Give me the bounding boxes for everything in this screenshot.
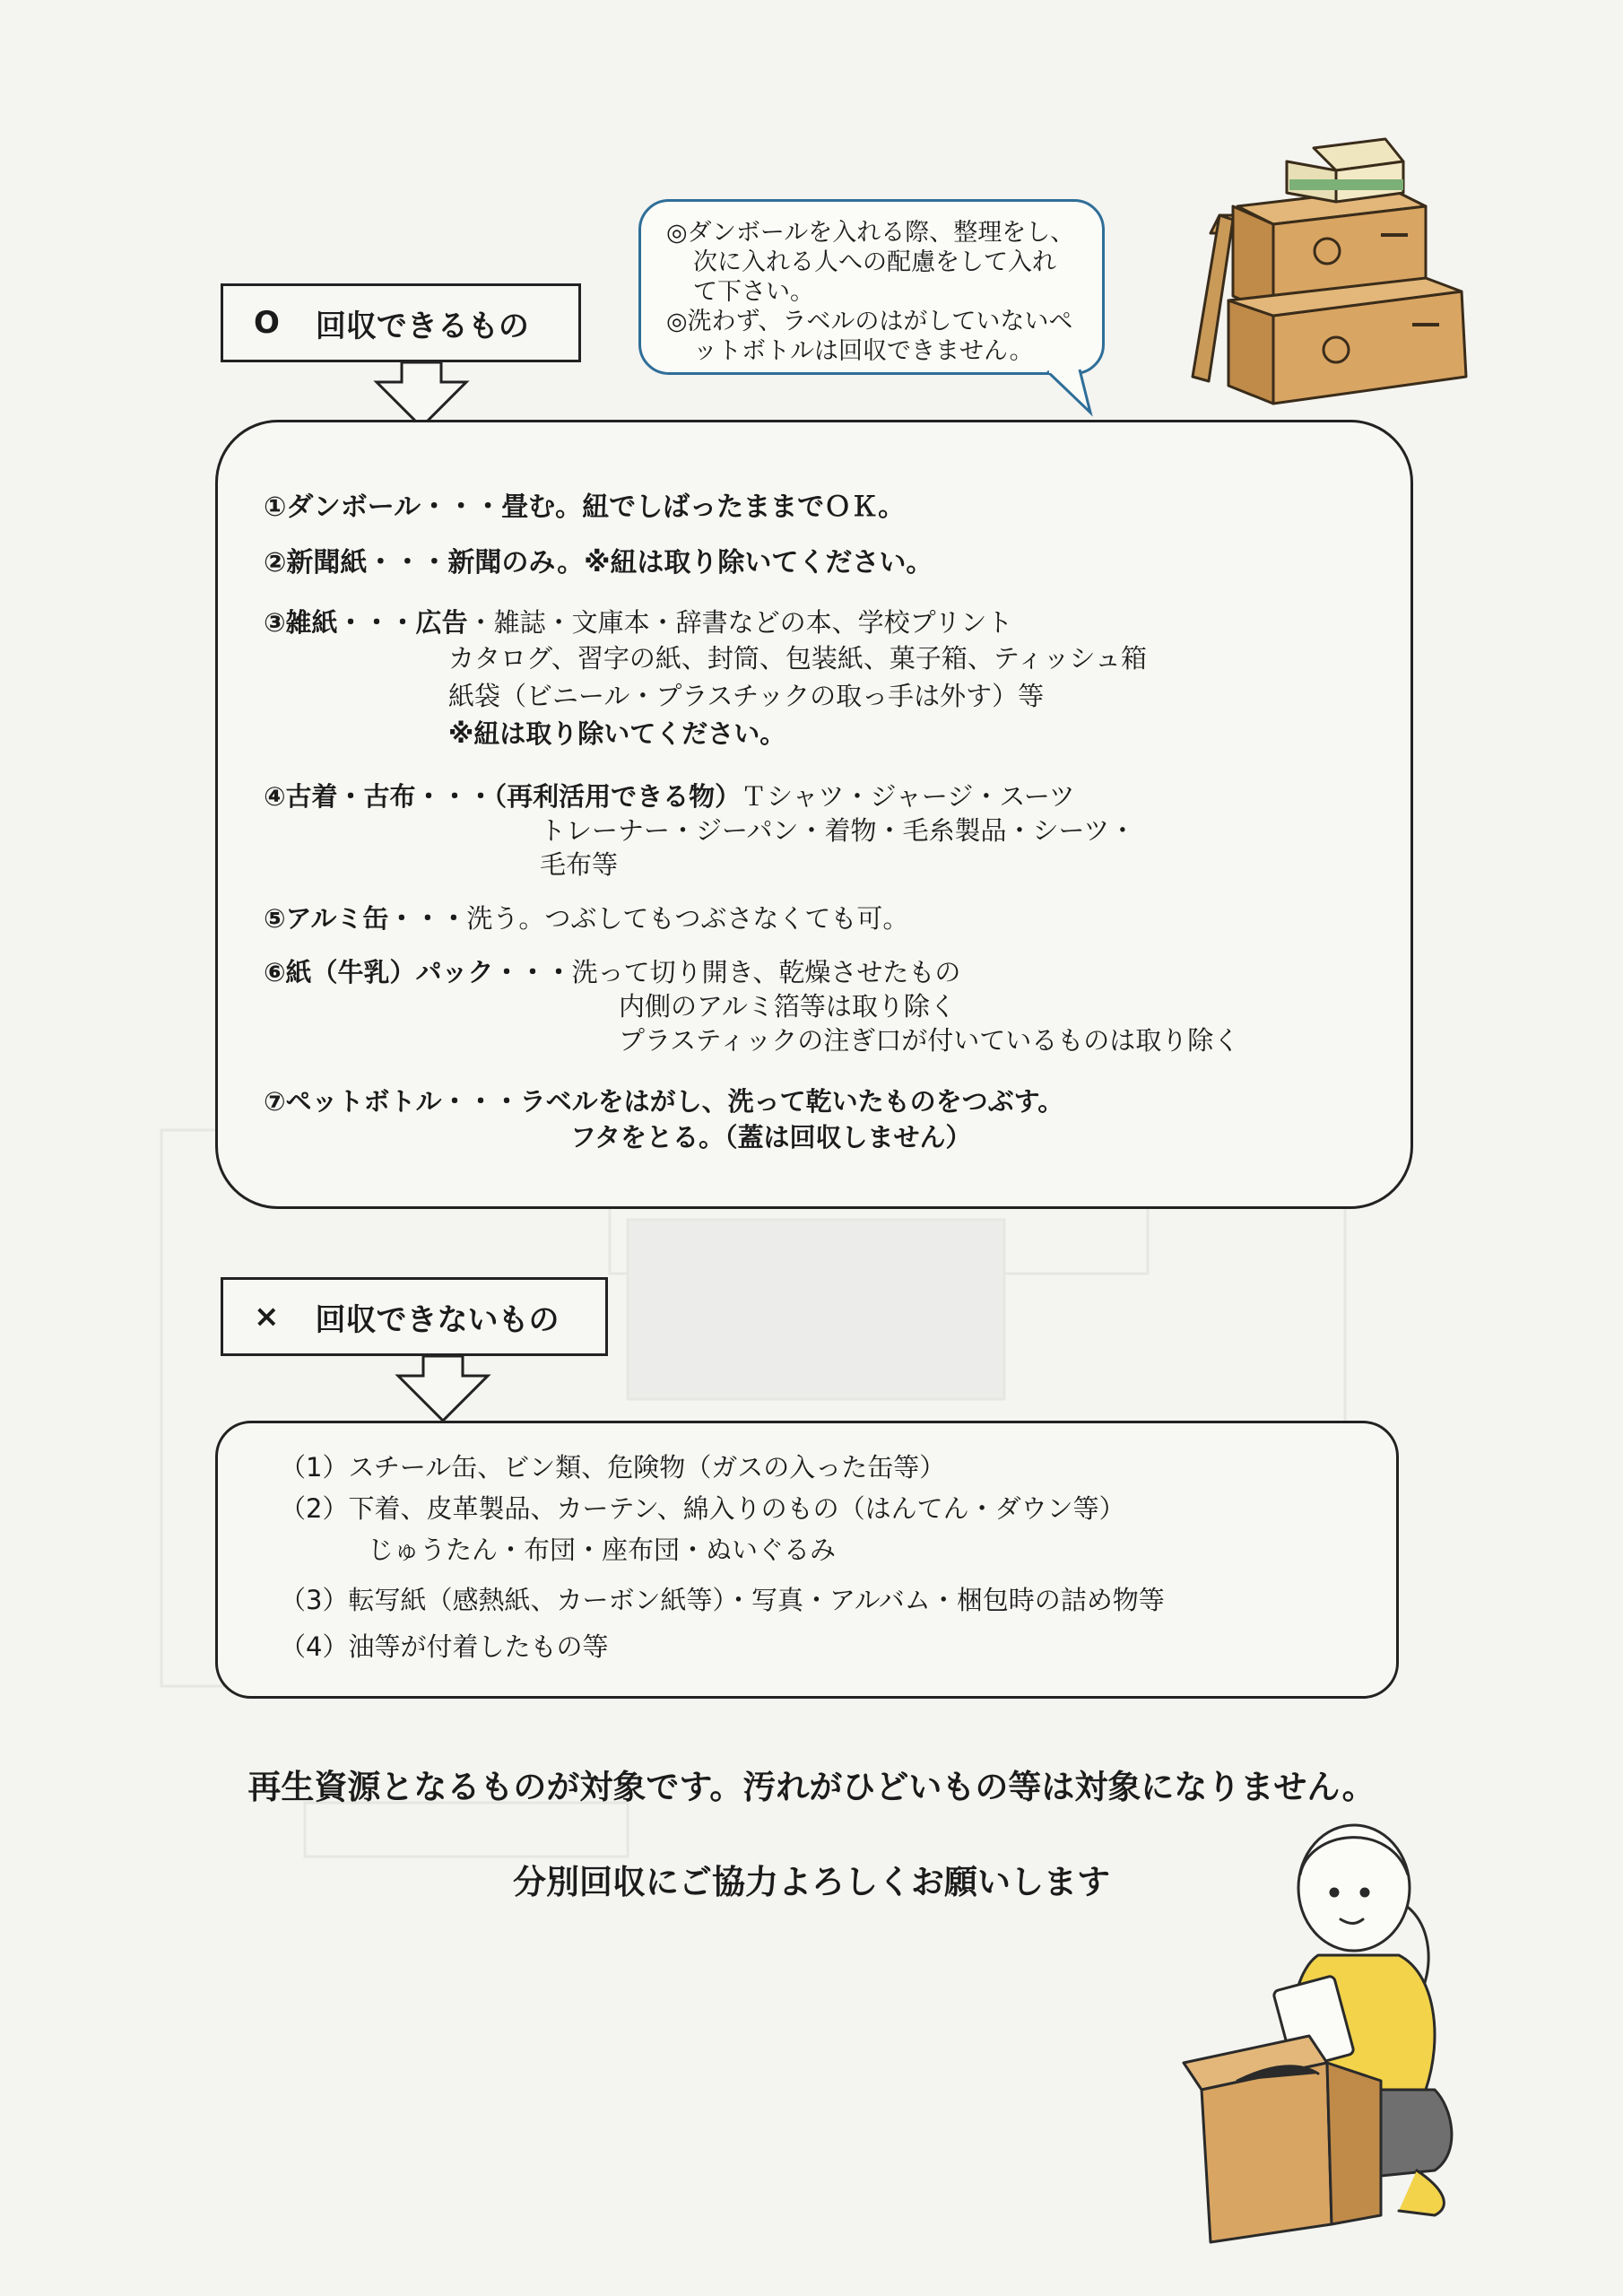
list-item: （2）下着、皮革製品、カーテン、綿入りのもの（はんてん・ダウン等） [280,1493,1125,1524]
list-item: （1）スチール缶、ビン類、危険物（ガスの入った缶等） [280,1452,946,1483]
recyclable-title: 回収できるもの [315,308,529,344]
info-callout [638,199,1105,375]
list-item-line: 毛布等 [540,849,619,880]
list-item: ③雑紙・・・広告・雑誌・文庫本・辞書などの本、学校プリント [264,607,1013,638]
list-item-line: トレーナー・ジーパン・着物・毛糸製品・シーツ・ [540,815,1136,846]
footer-note: 再生資源となるものが対象です。汚れがひどいもの等は対象になりません。 [247,1768,1376,1806]
non-recyclable-header [221,1277,608,1356]
list-item: （3）転写紙（感熱紙、カーボン紙等）・写真・アルバム・梱包時の詰め物等 [280,1585,1165,1615]
down-arrow-icon [398,1356,506,1428]
footer-thanks: 分別回収にご協力よろしくお願いします [513,1863,1110,1901]
list-item: （4）油等が付着したもの等 [280,1631,609,1662]
recyclable-header [221,283,581,362]
list-item: ⑦ペットボトル・・・ラベルをはがし、洗って乾いたものをつぶす。 [264,1086,1064,1117]
list-item-line: フタをとる。（蓋は回収しません） [570,1122,972,1152]
cardboard-boxes-icon [1157,108,1497,413]
callout-tail [1040,350,1112,422]
callout-line: 次に入れる人への配慮をして入れ [693,248,1056,276]
non-recyclable-title: 回収できないもの [315,1301,560,1338]
list-item: ⑤アルミ缶・・・洗う。つぶしてもつぶさなくても可。 [264,903,909,934]
list-item: ④古着・古布・・・（再利活用できる物）Ｔシャツ・ジャージ・スーツ [264,781,1075,812]
circle-mark: O [254,305,280,341]
callout-line: て下さい。 [693,278,814,306]
list-item-line: プラスティックの注ぎ口が付いているものは取り除く [619,1025,1240,1056]
list-item: ⑥紙（牛乳）パック・・・洗って切り開き、乾燥させたもの [264,957,961,987]
list-item-line: 内側のアルミ箔等は取り除く [619,991,956,1022]
list-item-note: ※紐は取り除いてください。 [448,718,786,749]
list-item-line: カタログ、習字の紙、封筒、包装紙、菓子箱、ティッシュ箱 [448,643,1147,674]
callout-line: ◎洗わず、ラベルのはがしていないペ [666,308,1073,335]
callout-line: ットボトルは回収できません。 [693,337,1034,365]
girl-with-box-icon [1166,1794,1471,2260]
list-item: ①ダンボール・・・畳む。紐でしばったままでＯＫ。 [264,491,906,523]
cross-mark: × [254,1299,280,1335]
callout-line: ◎ダンボールを入れる際、整理をし、 [666,219,1075,247]
list-item: ②新聞紙・・・新聞のみ。※紐は取り除いてください。 [264,547,933,578]
list-item-line: じゅうたん・布団・座布団・ぬいぐるみ [368,1535,837,1565]
list-item-line: 紙袋（ビニール・プラスチックの取っ手は外す）等 [448,681,1045,711]
